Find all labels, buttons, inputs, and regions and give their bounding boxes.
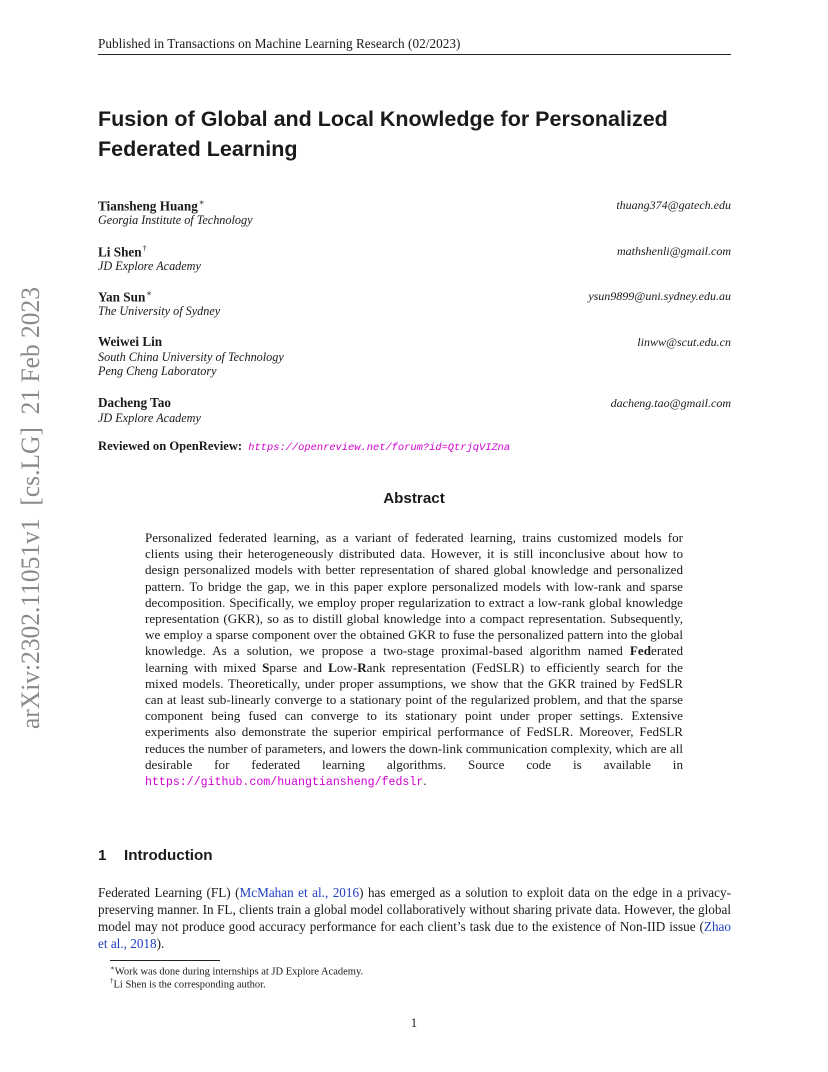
section-heading [98, 847, 213, 864]
code-link[interactable]: https://github.com/huangtiansheng/fedslr [145, 776, 424, 790]
author-block [98, 395, 731, 441]
openreview-link[interactable]: https://openreview.net/forum?id=QtrjqVIZna [248, 442, 511, 454]
section-title: Introduction [124, 847, 213, 864]
arxiv-stamp-text: arXiv:2302.11051v1 [cs.LG] 21 Feb 2023 [16, 277, 45, 729]
author-affiliation: Georgia Institute of Technology [98, 213, 253, 227]
footnote-rule [110, 960, 220, 961]
citation-link[interactable]: Zhao et al., 2018 [98, 919, 731, 951]
abstract-body: Personalized federated learning, as a variant of federated learning, trains customized models for clients using their heterogeneously distributed data. However, it is still inconclusive about how to design personalized models with better representation of shared global knowledge and personalized pattern. To bridge the gap, we in this paper explore personalized models with low-rank and sparse decomposition. Specifically, we employ proper regularization to extract a low-rank global knowledge representation (GKR), so as to distill global knowledge into a compact representation. Subsequently, we employ a sparse component over the obtained GKR to fuse the personalized pattern into the global knowledge. As a solution, we propose a two-stage proximal-based algorithm named Federated learning with mixed Sparse and Low-Rank representation (FedSLR) to efficiently search for the mixed models. Theoretically, under proper assumptions, we show that the GKR trained by FedSLR can at least sub-linearly converge to a stationary point of the regularized problem, and that the sparse component being fused can converge to its stationary point under proper settings. Extensive experiments also demonstrate the superior empirical performance of FedSLR. Moreover, FedSLR reduces the number of parameters, and lowers the down-link communication complexity, which are all desirable for federated learning algorithms. Source code is available in https://github.com/huangtiansheng/fedslr. [145, 530, 683, 790]
reviewed-label: Reviewed on OpenReview: [98, 439, 243, 453]
author-email[interactable]: ysun9899@uni.sydney.edu.au [588, 289, 731, 303]
author-email[interactable]: linww@scut.edu.cn [637, 335, 731, 349]
header-rule [98, 54, 731, 55]
author-name: Weiwei Lin [98, 334, 163, 349]
author-block [98, 288, 731, 334]
author-affiliation: The University of Sydney [98, 304, 221, 318]
footnote: ∗Work was done during internships at JD Explore Academy. [110, 964, 364, 978]
bold-r: R [357, 659, 367, 675]
title-line-1: Fusion of Global and Local Knowledge for Personalized [98, 107, 668, 131]
author-email[interactable]: mathshenli@gmail.com [616, 244, 731, 258]
footnote: †Li Shen is the corresponding author. [110, 977, 266, 991]
author-name: Tiansheng Huang∗ [98, 197, 205, 214]
author-name: Yan Sun∗ [98, 288, 153, 305]
author-mark: ∗ [198, 197, 205, 207]
author-block [98, 197, 731, 243]
author-block [98, 334, 731, 394]
author-block [98, 243, 731, 289]
author-mark: ∗ [146, 288, 153, 298]
author-mark: † [142, 243, 147, 253]
author-affiliation: Peng Cheng Laboratory [98, 364, 217, 378]
author-affiliation: South China University of Technology [98, 350, 284, 364]
author-affiliation: JD Explore Academy [98, 411, 201, 425]
section-number: 1 [98, 847, 107, 864]
author-email[interactable]: dacheng.tao@gmail.com [610, 396, 731, 410]
author-name: Dacheng Tao [98, 395, 171, 410]
page-number: 1 [410, 1016, 418, 1030]
title-line-2: Federated Learning [98, 137, 298, 161]
arxiv-stamp [10, 277, 50, 729]
abstract-heading: Abstract [383, 490, 445, 507]
author-name: Li Shen† [98, 243, 147, 260]
paper-title [98, 104, 738, 164]
author-affiliation: JD Explore Academy [98, 259, 201, 273]
author-email[interactable]: thuang374@gatech.edu [616, 198, 731, 212]
bold-fed: Fed [629, 643, 652, 659]
reviewed-on [98, 439, 510, 454]
citation-link[interactable]: McMahan et al., 2016 [239, 885, 360, 900]
bold-s: S [262, 659, 270, 675]
venue-header: Published in Transactions on Machine Learning Research (02/2023) [98, 36, 461, 51]
intro-paragraph: Federated Learning (FL) (McMahan et al., 2016) has emerged as a solution to exploit data on the edge in a privacy-preserving manner. In FL, clients train a global model collaboratively without sharing private data. However, the global model may not produce good accuracy performance for each client’s task due to the existence of Non-IID issue (Zhao et al., 2018). [98, 885, 732, 951]
bold-l: L [328, 659, 337, 675]
